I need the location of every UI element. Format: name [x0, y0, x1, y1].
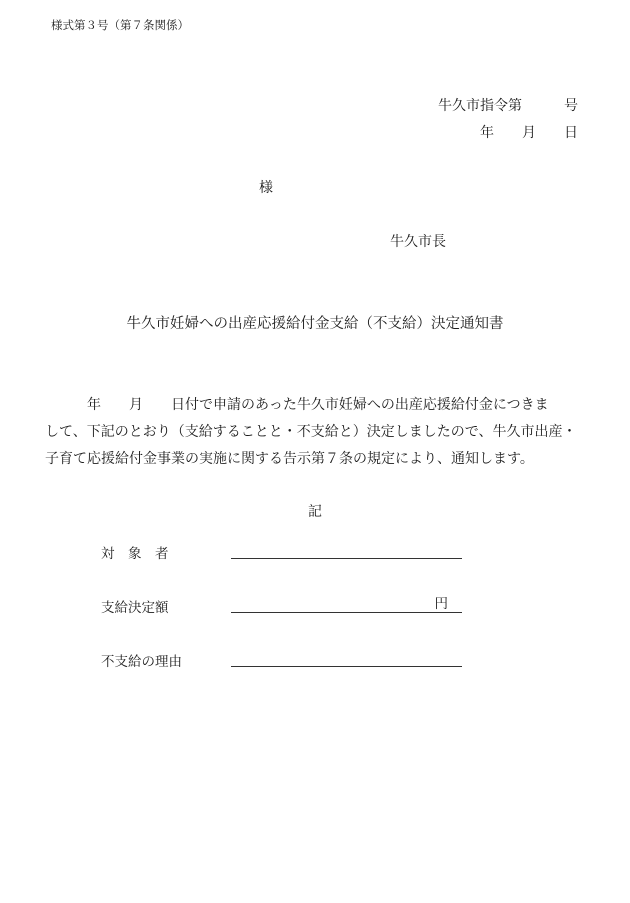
form-number: 様式第３号（第７条関係） [51, 18, 189, 32]
addressee-honorific: 様 [259, 180, 273, 196]
notice-body [45, 392, 585, 473]
body-line: 年 月 日付で申請のあった牛久市妊婦への出産応援給付金につきま [45, 397, 549, 413]
item-label-recipient: 対 象 者 [101, 546, 169, 562]
document-number: 牛久市指令第 号 [438, 98, 578, 114]
document-title: 牛久市妊婦への出産応援給付金支給（不支給）決定通知書 [126, 316, 504, 332]
field-reason[interactable] [231, 650, 462, 667]
ki-heading: 記 [308, 504, 322, 520]
issuer: 牛久市長 [390, 234, 446, 250]
field-amount[interactable] [231, 596, 462, 613]
yen-unit: 円 [434, 596, 448, 612]
body-line: 子育て応援給付金事業の実施に関する告示第７条の規定により、通知します。 [45, 451, 534, 467]
field-recipient[interactable] [231, 542, 462, 559]
body-line: して、下記のとおり（支給することと・不支給と）決定しましたので、牛久市出産・ [45, 424, 577, 440]
item-label-reason: 不支給の理由 [101, 654, 182, 670]
document-date: 年 月 日 [480, 125, 578, 141]
item-label-amount: 支給決定額 [101, 600, 169, 616]
